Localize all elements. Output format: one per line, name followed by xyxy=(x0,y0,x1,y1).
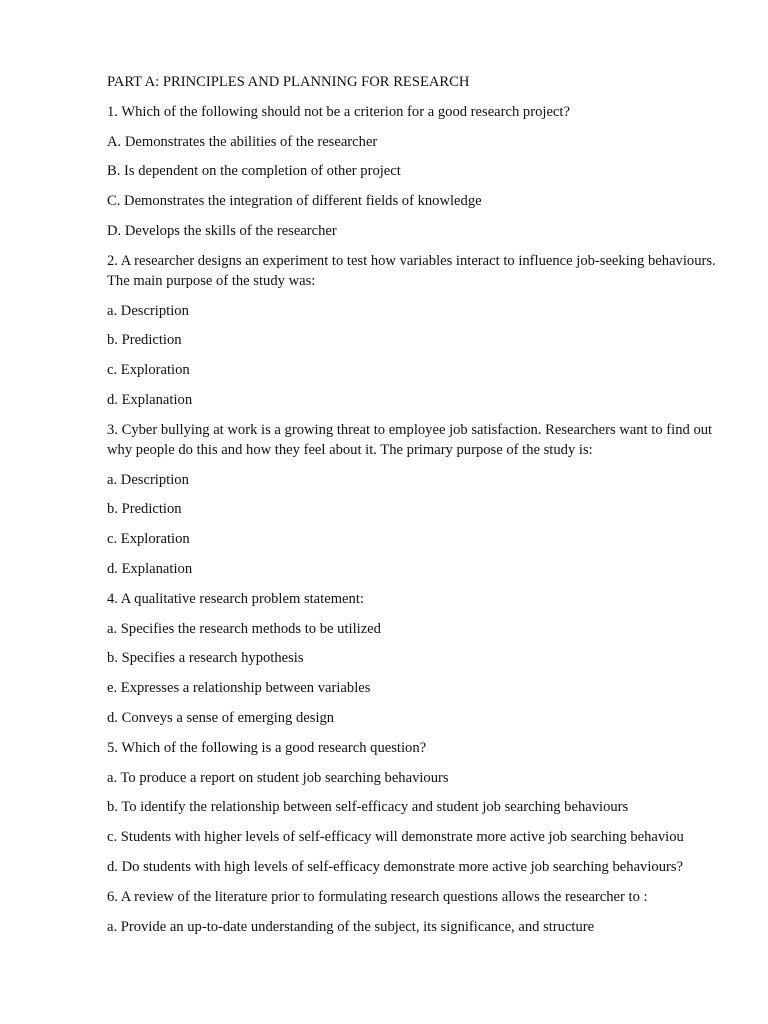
question-1-option-b: B. Is dependent on the completion of other project xyxy=(107,163,401,180)
question-4-option-e: e. Expresses a relationship between variables xyxy=(107,680,371,697)
question-5: 5. Which of the following is a good research question? xyxy=(107,739,427,756)
question-2-option-d: d. Explanation xyxy=(107,391,193,408)
question-6: 6. A review of the literature prior to formulating research questions allows the researcher to : xyxy=(107,888,648,905)
question-2-option-b: b. Prediction xyxy=(107,332,182,349)
question-1-option-d: D. Develops the skills of the researcher xyxy=(107,222,337,239)
question-3-option-a: a. Description xyxy=(107,471,189,488)
question-5-option-a: a. To produce a report on student job searching behaviours xyxy=(107,769,449,786)
question-3-option-b: b. Prediction xyxy=(107,501,182,518)
question-4-option-d: d. Conveys a sense of emerging design xyxy=(107,709,335,726)
question-4-option-a: a. Specifies the research methods to be utilized xyxy=(107,620,381,637)
question-1-option-c: C. Demonstrates the integration of different fields of knowledge xyxy=(107,193,482,210)
document-body xyxy=(107,72,722,946)
question-3: 3. Cyber bullying at work is a growing threat to employee job satisfaction. Researchers want to find out why people do this and how they feel about it. The primary purpose of the study is: xyxy=(107,421,713,458)
question-1-option-a: A. Demonstrates the abilities of the researcher xyxy=(107,133,378,150)
question-3-option-d: d. Explanation xyxy=(107,560,193,577)
question-5-option-b: b. To identify the relationship between self-efficacy and student job searching behaviours xyxy=(107,799,629,816)
question-3-option-c: c. Exploration xyxy=(107,531,190,548)
section-title: PART A: PRINCIPLES AND PLANNING FOR RESEARCH xyxy=(107,74,470,90)
question-1: 1. Which of the following should not be a criterion for a good research project? xyxy=(107,103,570,120)
question-4: 4. A qualitative research problem statement: xyxy=(107,590,364,607)
question-5-option-c: c. Students with higher levels of self-efficacy will demonstrate more active job searching behaviou xyxy=(107,829,684,846)
question-4-option-b: b. Specifies a research hypothesis xyxy=(107,650,304,667)
question-6-option-a: a. Provide an up-to-date understanding of the subject, its significance, and structure xyxy=(107,918,595,935)
question-2-option-a: a. Description xyxy=(107,302,189,319)
question-2-option-c: c. Exploration xyxy=(107,362,190,379)
question-5-option-d: d. Do students with high levels of self-efficacy demonstrate more active job searching behaviours? xyxy=(107,858,684,875)
question-2: 2. A researcher designs an experiment to test how variables interact to influence job-seeking behaviours. The main purpose of the study was: xyxy=(107,252,716,289)
